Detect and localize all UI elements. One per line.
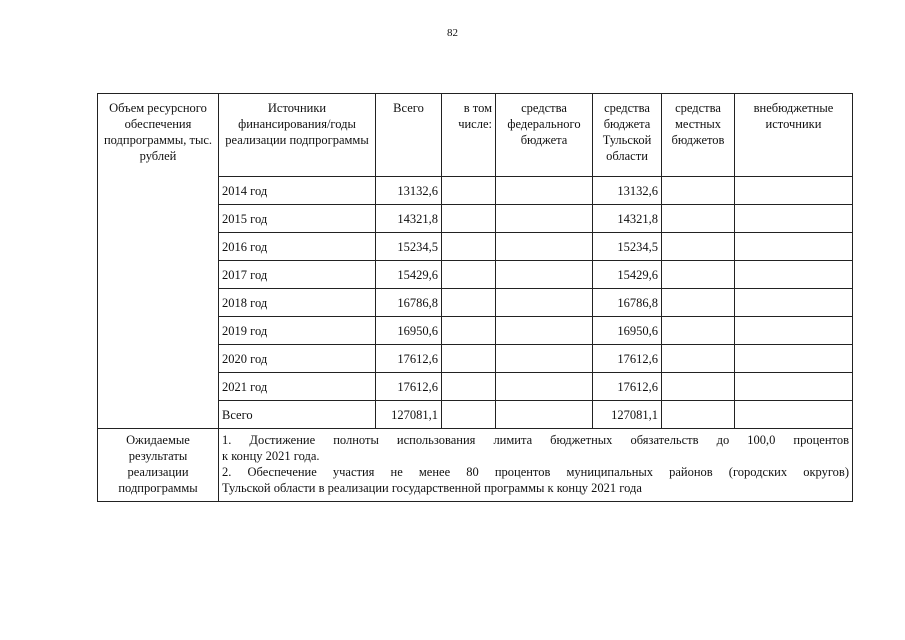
local-cell	[662, 289, 735, 317]
header-including: в том числе:	[442, 94, 496, 177]
result-line: 1. Достижение полноты использования лимита бюджетных обязательств до 100,0 процентов	[222, 433, 849, 447]
header-local: средства местных бюджетов	[662, 94, 735, 177]
local-cell	[662, 261, 735, 289]
local-cell	[662, 233, 735, 261]
year-cell: 2016 год	[219, 233, 376, 261]
total-cell: 17612,6	[376, 373, 442, 401]
year-cell: Всего	[219, 401, 376, 429]
including-cell	[442, 289, 496, 317]
local-cell	[662, 345, 735, 373]
header-total: Всего	[376, 94, 442, 177]
local-cell	[662, 177, 735, 205]
extrabudget-cell	[735, 345, 853, 373]
total-cell: 14321,8	[376, 205, 442, 233]
federal-cell	[496, 205, 593, 233]
regional-cell: 13132,6	[593, 177, 662, 205]
federal-cell	[496, 345, 593, 373]
regional-cell: 16786,8	[593, 289, 662, 317]
extrabudget-cell	[735, 205, 853, 233]
results-row	[98, 429, 853, 502]
results-label: Ожидаемые результаты реализации подпрограммы	[98, 429, 219, 502]
total-cell: 13132,6	[376, 177, 442, 205]
federal-cell	[496, 177, 593, 205]
total-cell: 15429,6	[376, 261, 442, 289]
local-cell	[662, 205, 735, 233]
including-cell	[442, 261, 496, 289]
including-cell	[442, 345, 496, 373]
result-line: к концу 2021 года.	[222, 449, 320, 463]
extrabudget-cell	[735, 261, 853, 289]
extrabudget-cell	[735, 233, 853, 261]
extrabudget-cell	[735, 177, 853, 205]
regional-cell: 15429,6	[593, 261, 662, 289]
including-cell	[442, 317, 496, 345]
regional-cell: 127081,1	[593, 401, 662, 429]
local-cell	[662, 317, 735, 345]
year-cell: 2017 год	[219, 261, 376, 289]
including-cell	[442, 205, 496, 233]
total-cell: 16950,6	[376, 317, 442, 345]
extrabudget-cell	[735, 373, 853, 401]
total-cell: 17612,6	[376, 345, 442, 373]
header-source: Источники финансирования/годы реализации подпрограммы	[219, 94, 376, 177]
year-cell: 2014 год	[219, 177, 376, 205]
result-line: 2. Обеспечение участия не менее 80 процентов муниципальных районов (городских округов)	[222, 465, 849, 479]
including-cell	[442, 401, 496, 429]
result-line: Тульской области в реализации государственной программы к концу 2021 года	[222, 481, 642, 495]
total-cell: 15234,5	[376, 233, 442, 261]
regional-cell: 14321,8	[593, 205, 662, 233]
federal-cell	[496, 289, 593, 317]
year-cell: 2018 год	[219, 289, 376, 317]
header-federal: средства федерального бюджета	[496, 94, 593, 177]
total-cell: 16786,8	[376, 289, 442, 317]
local-cell	[662, 373, 735, 401]
results-text	[219, 429, 853, 502]
regional-cell: 16950,6	[593, 317, 662, 345]
federal-cell	[496, 317, 593, 345]
federal-cell	[496, 233, 593, 261]
extrabudget-cell	[735, 317, 853, 345]
extrabudget-cell	[735, 401, 853, 429]
header-row	[98, 94, 853, 177]
page-number: 82	[447, 27, 458, 39]
federal-cell	[496, 401, 593, 429]
header-regional: средства бюджета Тульской области	[593, 94, 662, 177]
year-cell: 2019 год	[219, 317, 376, 345]
extrabudget-cell	[735, 289, 853, 317]
row-label-cell: Объем ресурсного обеспечения подпрограммы, тыс. рублей	[98, 94, 219, 429]
regional-cell: 15234,5	[593, 233, 662, 261]
year-cell: 2021 год	[219, 373, 376, 401]
year-cell: 2020 год	[219, 345, 376, 373]
including-cell	[442, 373, 496, 401]
header-extrabudget: внебюджетные источники	[735, 94, 853, 177]
federal-cell	[496, 261, 593, 289]
regional-cell: 17612,6	[593, 345, 662, 373]
including-cell	[442, 233, 496, 261]
federal-cell	[496, 373, 593, 401]
year-cell: 2015 год	[219, 205, 376, 233]
local-cell	[662, 401, 735, 429]
total-cell: 127081,1	[376, 401, 442, 429]
including-cell	[442, 177, 496, 205]
regional-cell: 17612,6	[593, 373, 662, 401]
resource-table	[97, 93, 853, 502]
